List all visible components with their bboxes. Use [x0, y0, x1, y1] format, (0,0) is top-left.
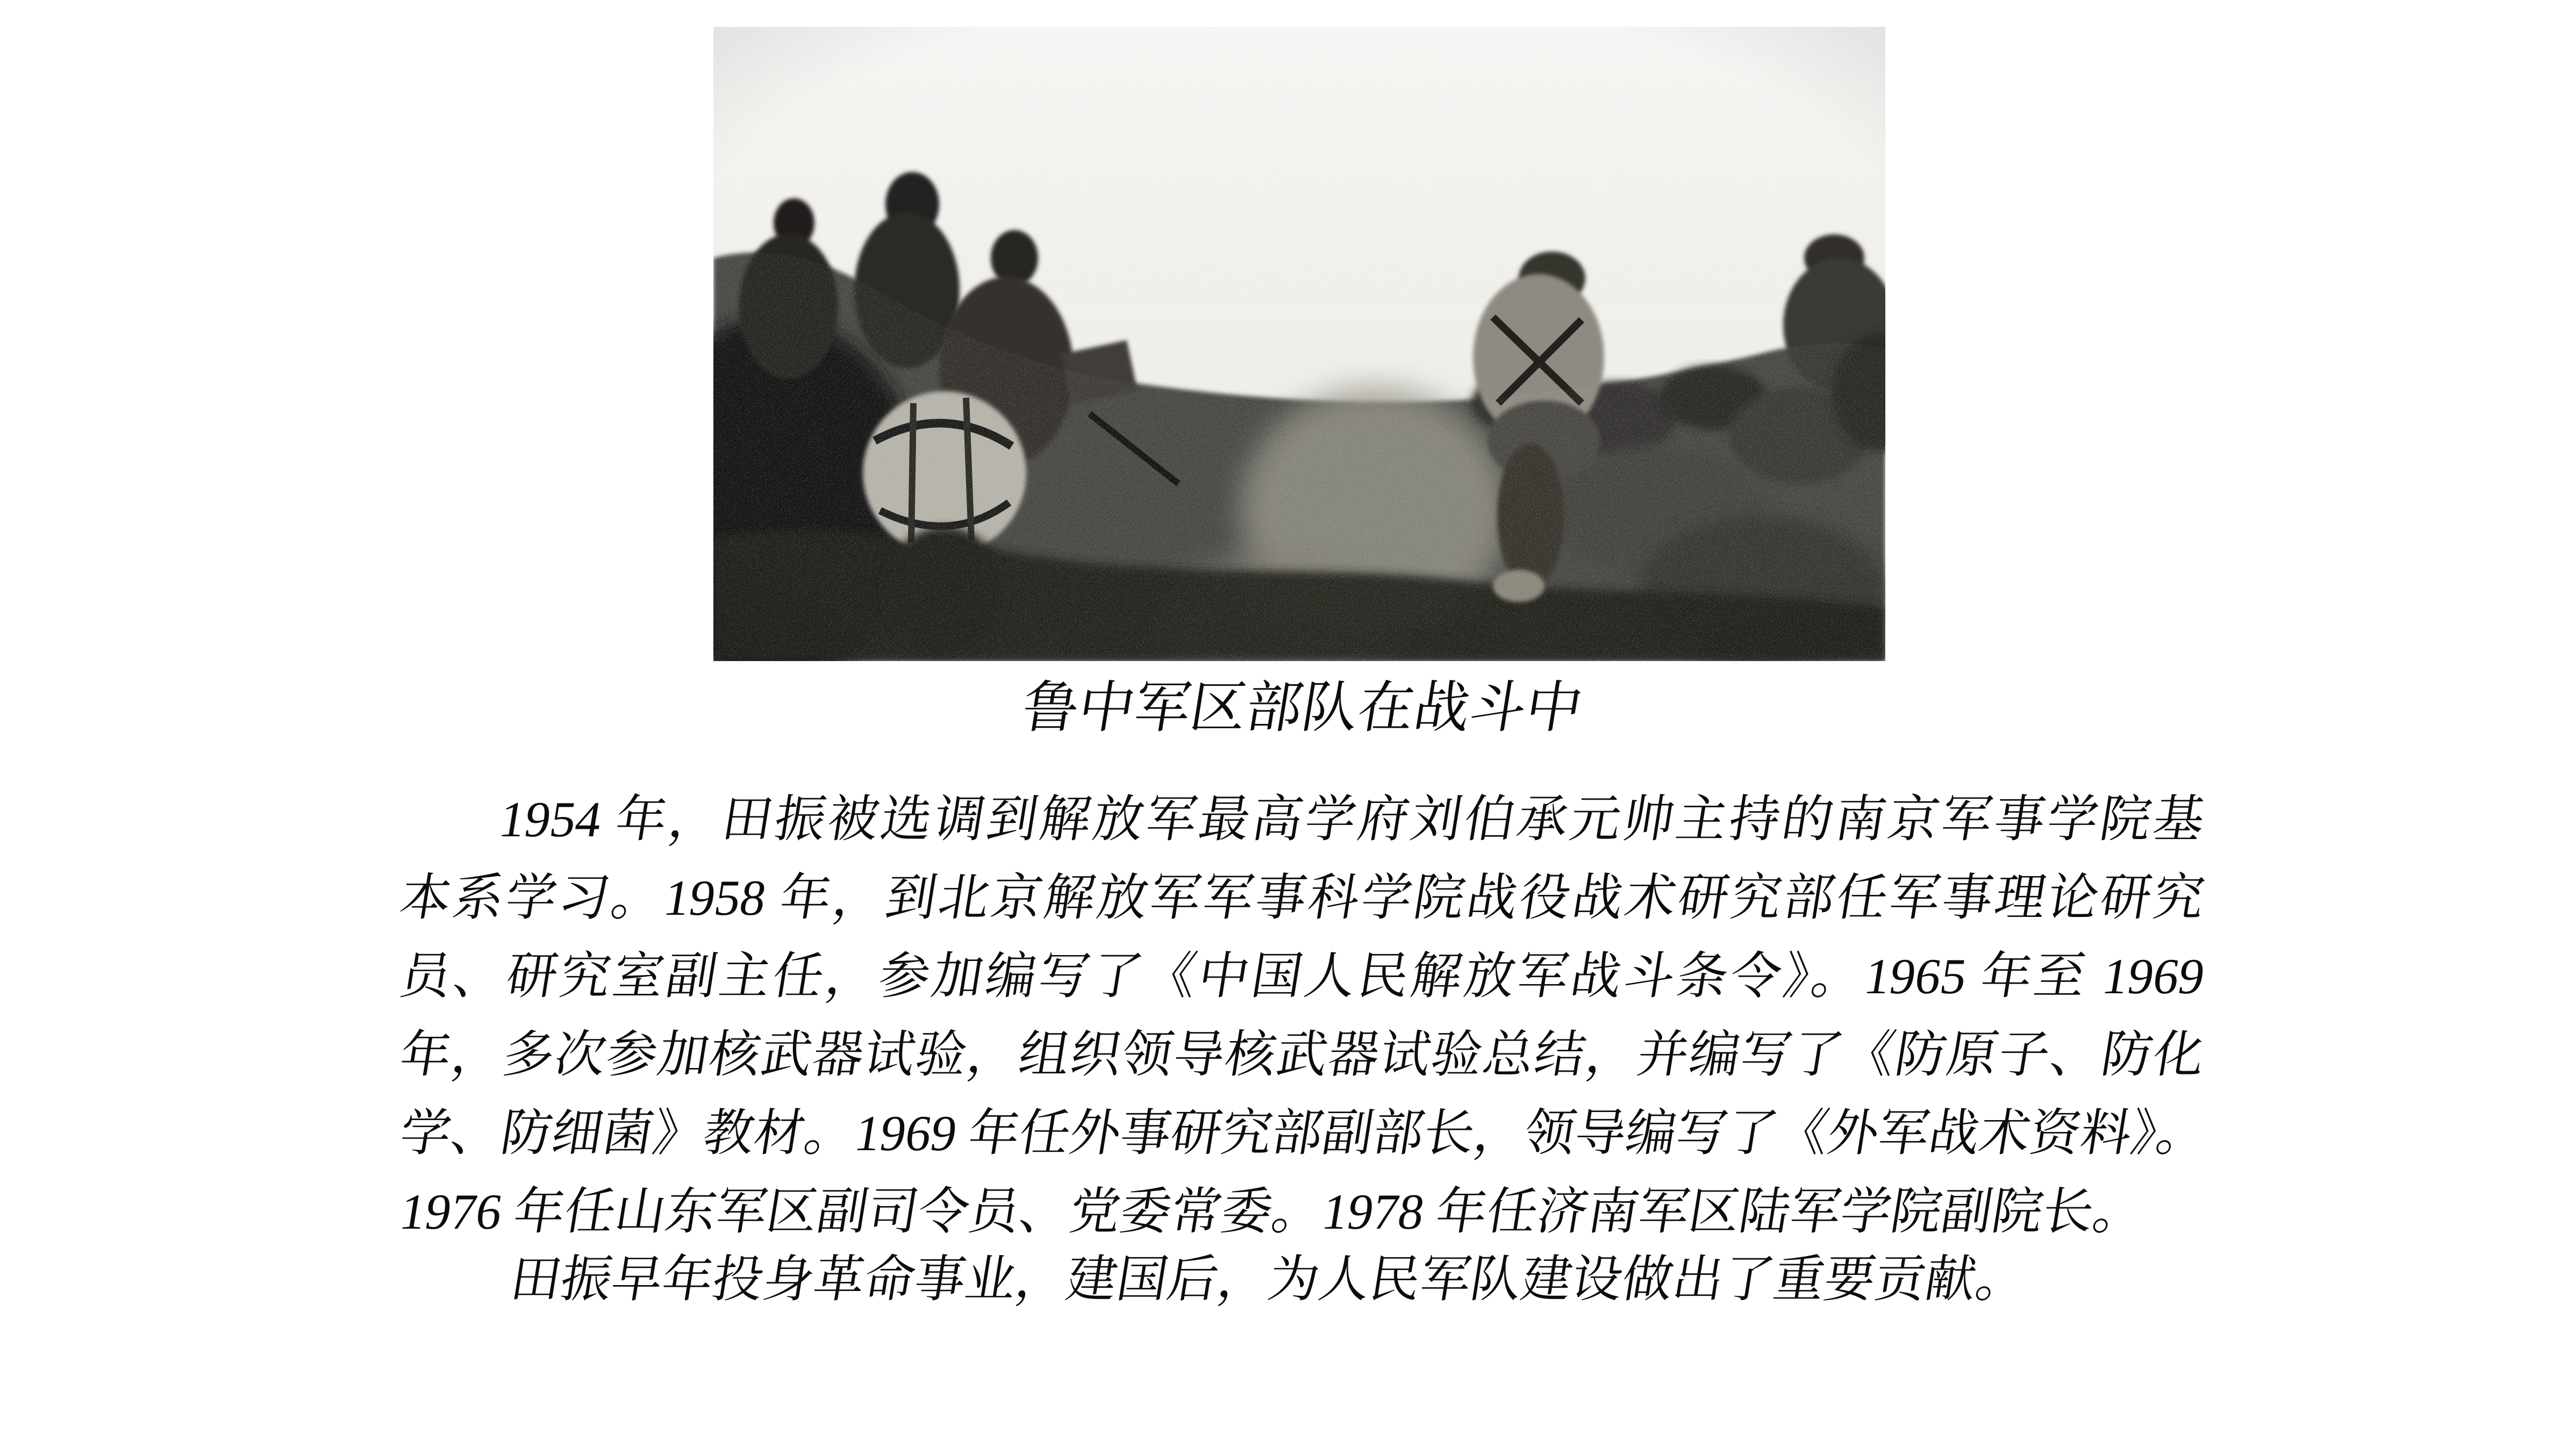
- article-line-6: 1976 年任山东军区副司令员、党委常委。1978 年任济南军区陆军学院副院长。: [396, 1184, 2149, 1240]
- battle-photo: [713, 27, 1885, 661]
- article-line-2: 本系学习。1958 年，到北京解放军军事科学院战役战术研究部任军事理论研究: [396, 870, 2209, 926]
- battle-photo-art: [713, 27, 1885, 661]
- article-line-4: 年，多次参加核武器试验，组织领导核武器试验总结，并编写了《防原子、防化: [396, 1027, 2209, 1083]
- article-line-3: 员、研究室副主任，参加编写了《中国人民解放军战斗条令》。1965 年至 1969: [396, 949, 2209, 1005]
- article-line-1: 1954 年，田振被选调到解放军最高学府刘伯承元帅主持的南京军事学院基: [495, 792, 2209, 848]
- photo-caption: 鲁中军区部队在战斗中: [1018, 677, 1587, 739]
- article-line-7: 田振早年投身革命事业，建国后，为人民军队建设做出了重要贡献。: [506, 1252, 2032, 1308]
- article-line-5: 学、防细菌》教材。1969 年任外事研究部副部长，领导编写了《外军战术资料》。: [396, 1106, 2212, 1161]
